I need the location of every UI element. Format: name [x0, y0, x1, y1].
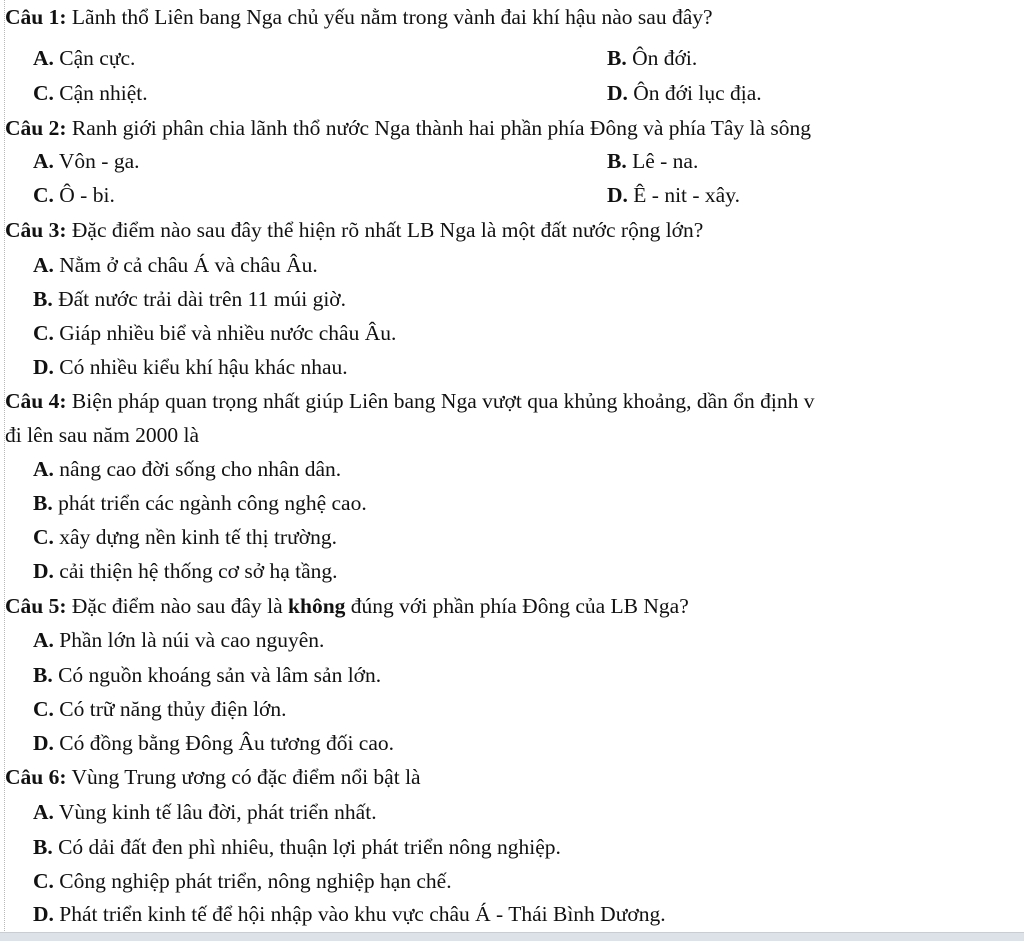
question-6-option-c: C. Công nghiệp phát triển, nông nghiệp hạn chế.: [33, 869, 452, 893]
question-2-option-b: B. Lê - na.: [607, 149, 699, 173]
question-1-label: Câu 1:: [5, 5, 67, 29]
question-2-option-c: C. Ô - bi.: [33, 183, 115, 207]
question-1-option-d: D. Ôn đới lục địa.: [607, 81, 762, 105]
question-6-option-d: D. Phát triển kinh tế để hội nhập vào khu vực châu Á - Thái Bình Dương.: [33, 902, 666, 926]
question-4-continuation: đi lên sau năm 2000 là: [5, 423, 200, 447]
question-5-text-after: đúng với phần phía Đông của LB Nga?: [345, 594, 689, 618]
question-4-option-c: C. xây dựng nền kinh tế thị trường.: [33, 525, 337, 549]
question-2-option-a: A. Vôn - ga.: [33, 149, 140, 173]
question-3-option-b: B. Đất nước trải dài trên 11 múi giờ.: [33, 287, 347, 311]
question-1-option-c: C. Cận nhiệt.: [33, 81, 148, 105]
bottom-scroll-bar[interactable]: [0, 932, 1024, 941]
question-2: [5, 113, 811, 143]
question-3-option-a: A. Nằm ở cả châu Á và châu Âu.: [33, 253, 318, 277]
question-3: [5, 215, 703, 245]
question-1-text: Lãnh thổ Liên bang Nga chủ yếu nằm trong vành đai khí hậu nào sau đây?: [66, 5, 713, 29]
question-5-option-d: D. Có đồng bằng Đông Âu tương đối cao.: [33, 731, 395, 755]
question-4-option-b: B. phát triển các ngành công nghệ cao.: [33, 491, 367, 515]
question-2-label: Câu 2:: [5, 116, 67, 140]
question-6-option-a: A. Vùng kinh tế lâu đời, phát triển nhất.: [33, 800, 377, 824]
question-2-option-d: D. Ê - nit - xây.: [607, 183, 740, 207]
question-5-option-a: A. Phần lớn là núi và cao nguyên.: [33, 628, 325, 652]
question-4-label: Câu 4:: [5, 389, 67, 413]
question-3-option-c: C. Giáp nhiều biể và nhiều nước châu Âu.: [33, 321, 397, 345]
question-1-option-a: A. Cận cực.: [33, 46, 136, 70]
question-5-option-b: B. Có nguồn khoáng sản và lâm sản lớn.: [33, 663, 382, 687]
question-4-text: Biện pháp quan trọng nhất giúp Liên bang Nga vượt qua khủng khoảng, dần ổn định v: [66, 389, 815, 413]
question-2-text: Ranh giới phân chia lãnh thổ nước Nga thành hai phần phía Đông và phía Tây là sông: [66, 116, 812, 140]
question-4: [5, 386, 814, 416]
question-1: [5, 2, 713, 32]
question-5: [5, 591, 689, 621]
question-6-label: Câu 6:: [5, 765, 67, 789]
question-5-emphasis: không: [288, 594, 346, 618]
question-5-option-c: C. Có trữ năng thủy điện lớn.: [33, 697, 287, 721]
question-3-text: Đặc điểm nào sau đây thể hiện rõ nhất LB Nga là một đất nước rộng lớn?: [66, 218, 704, 242]
question-1-option-b: B. Ôn đới.: [607, 46, 698, 70]
question-6-text: Vùng Trung ương có đặc điểm nổi bật là: [66, 765, 421, 789]
question-5-text-before: Đặc điểm nào sau đây là: [66, 594, 289, 618]
question-3-label: Câu 3:: [5, 218, 67, 242]
question-4-option-a: A. nâng cao đời sống cho nhân dân.: [33, 457, 342, 481]
question-4-option-d: D. cải thiện hệ thống cơ sở hạ tầng.: [33, 559, 338, 583]
question-3-option-d: D. Có nhiều kiểu khí hậu khác nhau.: [33, 355, 348, 379]
question-6-option-b: B. Có dải đất đen phì nhiêu, thuận lợi phát triển nông nghiệp.: [33, 835, 561, 859]
question-5-label: Câu 5:: [5, 594, 67, 618]
question-6: [5, 762, 421, 792]
